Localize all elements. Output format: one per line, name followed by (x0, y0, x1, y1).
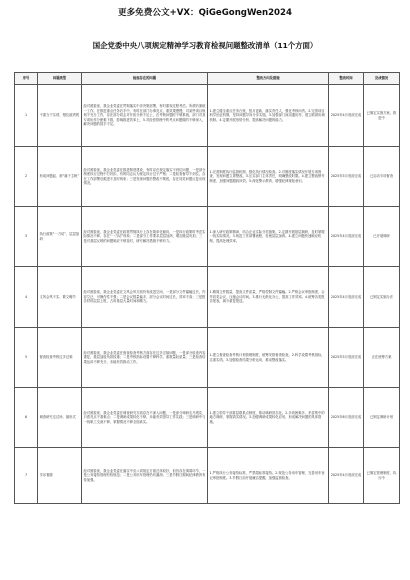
row-number: 4 (15, 267, 38, 328)
completion-status: 已制定调研计划 (364, 388, 400, 448)
completion-status: 已制定管理制度，执行中 (364, 448, 400, 504)
column-header-problem: 检视存在的问题 (82, 73, 208, 85)
rectification-measure: 1.严格执行公务接待标准，严禁超标准接待。2.规范公务用车管理，完善用车登记审批制度。3.节假日前开展廉洁提醒，加强监督检查。 (208, 448, 329, 504)
table-header-row (15, 73, 400, 85)
problem-type: 形成问题起、被“落子主帆” (38, 147, 82, 207)
row-number: 2 (15, 147, 38, 207)
document-title: 国企党委中央八项规定精神学习教育检视问题整改清单（11个方面） (92, 41, 318, 50)
problem-description: 经对照检视，我企业党委在贯彻落实中央决策部署，有时重视过程考虑。所谓后面统一工作。在推进重点任务后手中，有时在部门办事亮点，重效果慢慢，对某些项目规划不充分工作，存在部分同志对开拓分析不足上，在考核问题时不够系统，部门对其专项协作分配难下推，影响推进效率上，5.对经营管理中的考点问题做的不够深入，解决问题的抓手不足。 (82, 85, 208, 147)
table-row (15, 147, 400, 207)
column-header-date: 整改时间 (329, 73, 364, 85)
rectification-measure: 1.精简文件数量，提高文件质量，严格控制文件篇幅。2.严格会议审批制度，合并同类会议，压缩会议时间。3.推行无纸化办公，提高工作效率。4.统筹各类报告报表，减少重复报送。 (208, 267, 329, 328)
rectification-measure: 1.完善制度执行监督机制，强化执行情况检查。2.对制度落实情况开展专项督查，发现问题立即整改。3.压实部门主体责任，明确整改时限。4.建立整改销号制度，加强问题跟踪问效。5.深化警示教育，增强纪律规矩意识。 (208, 147, 329, 207)
table-row (15, 85, 400, 147)
row-number: 3 (15, 207, 38, 267)
rectification-table (14, 72, 400, 504)
table-row (15, 448, 400, 504)
problem-type: 享乐奢靡 (38, 448, 82, 504)
problem-type: 不重当干实绩、错位政绩观 (38, 85, 82, 147)
rectification-measure: 1.深入研究政策精神，结合企业实际分类施策。2.定期开展基层调研，及时掌握一线实际情况。3.规范工作部署流程，杜绝层层加码。4.建立问题快速响应机制，提高处理效率。 (208, 207, 329, 267)
completion-status: 已启动专项督查 (364, 147, 400, 207)
rectification-measure: 1.建立健全重点任务台账，按月更新，落实责任人，强化考核问责。2.完善项目科学论证机制，坚持问题导向分步实施。3.加强部门间沟通协作，建立联席协调机制。4.定期开展形势分析，提高解决问题的能力。 (208, 85, 329, 147)
rectification-measure: 1.建立督查检查考核计划管理制度，统筹安排督查检查。2.科学设置考核指标，注重实绩。3.加强检查结果分析运用，推动整改落实。 (208, 328, 329, 388)
column-header-measure: 整改方向及措施 (208, 73, 329, 85)
table-row (15, 388, 400, 448)
row-number: 1 (15, 85, 38, 147)
problem-description: 经对照检视，我企业党委在落实中央八项规定方面总体较好，但仍存在薄弱环节，一是公务接待管理有待规范；二是公务用车管理仍有漏洞；三是节假日期间纪律教育有待加强。 (82, 448, 208, 504)
column-header-no: 序号 (15, 73, 38, 85)
completion-status: 已制定实施方案，推进中 (364, 85, 400, 147)
rectification-deadline: 2025年5月底前完成 (329, 328, 364, 388)
promo-banner: 更多免费公文+VX：QiGeGongWen2024 (117, 8, 293, 18)
row-number: 6 (15, 388, 38, 448)
row-number: 7 (15, 448, 38, 504)
problem-description: 经对照检视，我企业党委在督查检查考核方面存在过多过频问题，一是部分检查内容重复，基层迎检负担较重；二是考核指标设置不够科学，重数量轻质量；三是检查结果运用不够充分，未能有效推动工作。 (82, 328, 208, 388)
problem-description: 经对照检视，我企业党委在调查研究方面存在不深入问题，一是部分调研走马观花，只看亮点不看难点；二是调研成果转化不够，未能有效指导工作实践；三是调研中与一线职工交流不够，掌握情况不够全面真实。 (82, 388, 208, 448)
rectification-deadline: 2025年5月底前完成 (329, 147, 364, 207)
rectification-deadline: 2025年6月底前完成 (329, 388, 364, 448)
problem-type: 文风会风不实、繁文缛节 (38, 267, 82, 328)
table-row (15, 267, 400, 328)
row-number: 5 (15, 328, 38, 388)
rectification-deadline: 2025年4月底前完成 (329, 85, 364, 147)
rectification-measure: 1.建立领导干部基层联系点制度，推动调研常态化。2.多到困难多、矛盾集中的地方调研，掌握真实情况。3.加强调研成果转化应用，形成解决问题的具体措施。 (208, 388, 329, 448)
completion-status: 正在统筹方案 (364, 328, 400, 388)
rectification-deadline: 2025年4月底前完成 (329, 207, 364, 267)
rectification-deadline: 2025年4月底前完成 (329, 448, 364, 504)
table-row (15, 328, 400, 388)
rectification-deadline: 2025年4月底前完成 (329, 267, 364, 328)
problem-description: 经对照检视，我企业党委在推进制度建设，有时存在规定落实不到位问题，一是部分制度执行过程中打折扣，有的同志认为规定执行过于严格；二是检查督导不到位，存在工作部署后跟进不及时现象；三是发现问题后整改不彻底，存在同类问题反复出现情况。 (82, 147, 208, 207)
completion-status: 已开展调研 (364, 207, 400, 267)
completion-status: 已制定实施办法 (364, 267, 400, 328)
problem-type: 执行政策“一刀切”、层层加码 (38, 207, 82, 267)
problem-description: 经对照检视，我企业党委在文风会风方面仍有改进空间，一是部分文件篇幅过长，内容空泛，可操作性不强；二是会议数量偏多，部分会议时间过长，效率不高；三是报告材料层层上报，占用基层大量时间和精力。 (82, 267, 208, 328)
problem-description: 经对照检视，我企业党委在政策贯彻执行上存在简单化倾向，一是执行政策时考虑实际情况不够，存在“一刀切”现象；二是部分工作要求层层加码，增加基层负担；三是对基层反映的问题响应不够及时，研究解决措施不够有力。 (82, 207, 208, 267)
column-header-type: 问题类型 (38, 73, 82, 85)
column-header-status: 完成情况 (364, 73, 400, 85)
problem-type: 督查检查考核过多过频 (38, 328, 82, 388)
table-row (15, 207, 400, 267)
problem-type: 调查研究走过场、搞形式 (38, 388, 82, 448)
